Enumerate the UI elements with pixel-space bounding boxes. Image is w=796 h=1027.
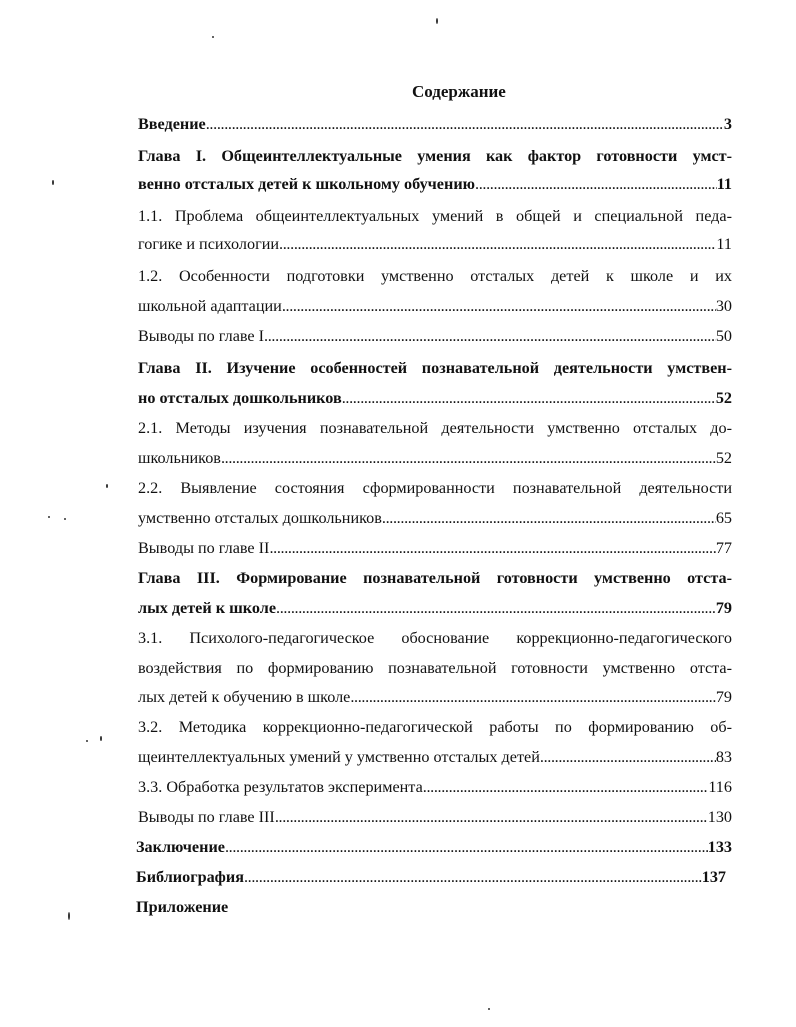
dot-leader: [225, 836, 708, 858]
dot-leader: [423, 776, 709, 798]
dot-leader: [350, 686, 715, 708]
toc-line: [138, 447, 732, 469]
dot-leader: [382, 507, 716, 529]
toc-entry-text: 1.1. Проблема общеинтеллектуальных умений в общей и специальной педа-: [138, 207, 732, 225]
dot-leader: [540, 746, 716, 768]
toc-line: [138, 113, 732, 135]
toc-page-number: 83: [715, 748, 732, 766]
toc-entry-text: Библиография: [136, 868, 244, 886]
toc-line: [138, 806, 732, 828]
toc-line: [138, 477, 732, 499]
toc-line: [138, 173, 732, 195]
scan-speck: [86, 740, 88, 742]
toc-page-number: 65: [715, 509, 732, 527]
dot-leader: [244, 866, 702, 888]
toc-page-number: 137: [701, 868, 726, 886]
scan-speck: [436, 18, 438, 24]
toc-entry-text: школьников: [138, 449, 221, 467]
scan-speck: [106, 484, 108, 488]
toc-line: [138, 295, 732, 317]
toc-line: [138, 657, 732, 679]
toc-entry-text: Заключение: [136, 838, 225, 856]
toc-entry-text: гогике и психологии: [138, 235, 280, 253]
toc-line: [138, 776, 732, 798]
toc-line: [138, 387, 732, 409]
toc-entry-text: Введение: [138, 115, 206, 133]
toc-entry-text: Выводы по главе II: [138, 539, 270, 557]
toc-line: [138, 417, 732, 439]
toc-entry-text: 3.1. Психолого-педагогическое обоснование коррекционно-педагогического: [138, 629, 732, 647]
toc-line: [138, 357, 732, 379]
dot-leader: [475, 173, 717, 195]
toc-entry-text: но отсталых дошкольников: [138, 389, 342, 407]
toc-line: [138, 205, 732, 227]
toc-page-number: 77: [715, 539, 732, 557]
toc-page-number: 11: [716, 235, 732, 253]
toc-entry-text: умственно отсталых дошкольников: [138, 509, 382, 527]
toc-line: [138, 567, 732, 589]
dot-leader: [206, 113, 724, 135]
toc-entry-text: лых детей к школе: [138, 599, 277, 617]
dot-leader: [276, 597, 716, 619]
toc-line: [138, 716, 732, 738]
toc-entry-text: венно отсталых детей к школьному обучению: [138, 175, 476, 193]
toc-entry-text: лых детей к обучению в школе: [138, 688, 351, 706]
toc-entry-text: 3.2. Методика коррекционно-педагогической работы по формированию об-: [138, 718, 732, 736]
toc-line: [138, 686, 732, 708]
toc-line: [136, 836, 732, 858]
page-title: Содержание: [412, 82, 506, 101]
scan-speck: [68, 912, 70, 920]
toc-entry-text: 3.3. Обработка результатов эксперимента: [138, 778, 423, 796]
toc-line: [136, 866, 726, 888]
toc-entry-text: Выводы по главе I: [138, 327, 265, 345]
toc-entry-text: школьной адаптации: [138, 297, 282, 315]
scan-speck: [212, 36, 214, 38]
scan-speck: [488, 1008, 490, 1010]
toc-line: [138, 537, 732, 559]
toc-entry-text: щеинтеллектуальных умений у умственно отсталых детей: [138, 748, 540, 766]
toc-page-number: 50: [715, 327, 732, 345]
toc-line: [138, 627, 732, 649]
scan-speck: [100, 736, 102, 741]
dot-leader: [282, 295, 716, 317]
scan-speck: [52, 180, 54, 185]
toc-line: [138, 233, 732, 255]
toc-entry-text: 2.1. Методы изучения познавательной деятельности умственно отсталых до-: [138, 419, 732, 437]
toc-page-number: 79: [715, 599, 732, 617]
dot-leader: [269, 537, 715, 559]
toc-page-number: 52: [715, 449, 732, 467]
toc-page-number: 30: [715, 297, 732, 315]
toc-entry-text: Приложение: [136, 898, 229, 916]
toc-page-number: 79: [715, 688, 732, 706]
toc-page-number: 52: [715, 389, 732, 407]
toc-page-number: 130: [707, 808, 732, 826]
toc-line: [138, 507, 732, 529]
toc-entry-text: 1.2. Особенности подготовки умственно отсталых детей к школе и их: [138, 267, 732, 285]
toc-line: [138, 145, 732, 167]
toc-page-number: 133: [707, 838, 732, 856]
toc-line: [138, 597, 732, 619]
toc-line: [138, 746, 732, 768]
toc-entry-text: Выводы по главе III: [138, 808, 275, 826]
toc-entry-text: Глава III. Формирование познавательной готовности умственно отста-: [138, 569, 732, 587]
toc-entry-text: 2.2. Выявление состояния сформированности познавательной деятельности: [138, 479, 732, 497]
toc-page-number: 116: [708, 778, 732, 796]
dot-leader: [264, 325, 716, 347]
toc-page-number: 3: [723, 115, 732, 133]
dot-leader: [275, 806, 708, 828]
toc-line: [138, 325, 732, 347]
dot-leader: [221, 447, 716, 469]
toc-page-number: 11: [716, 175, 732, 193]
toc-entry-text: воздействия по формированию познавательной готовности умственно отста-: [138, 659, 732, 677]
toc-line: [136, 896, 732, 918]
scan-speck: [48, 516, 50, 518]
dot-leader: [342, 387, 716, 409]
toc-entry-text: Глава I. Общеинтеллектуальные умения как фактор готовности умст-: [138, 147, 732, 165]
toc-entry-text: Глава II. Изучение особенностей познавательной деятельности умствен-: [138, 359, 732, 377]
scan-speck: [64, 518, 66, 520]
dot-leader: [279, 233, 716, 255]
toc-line: [138, 265, 732, 287]
